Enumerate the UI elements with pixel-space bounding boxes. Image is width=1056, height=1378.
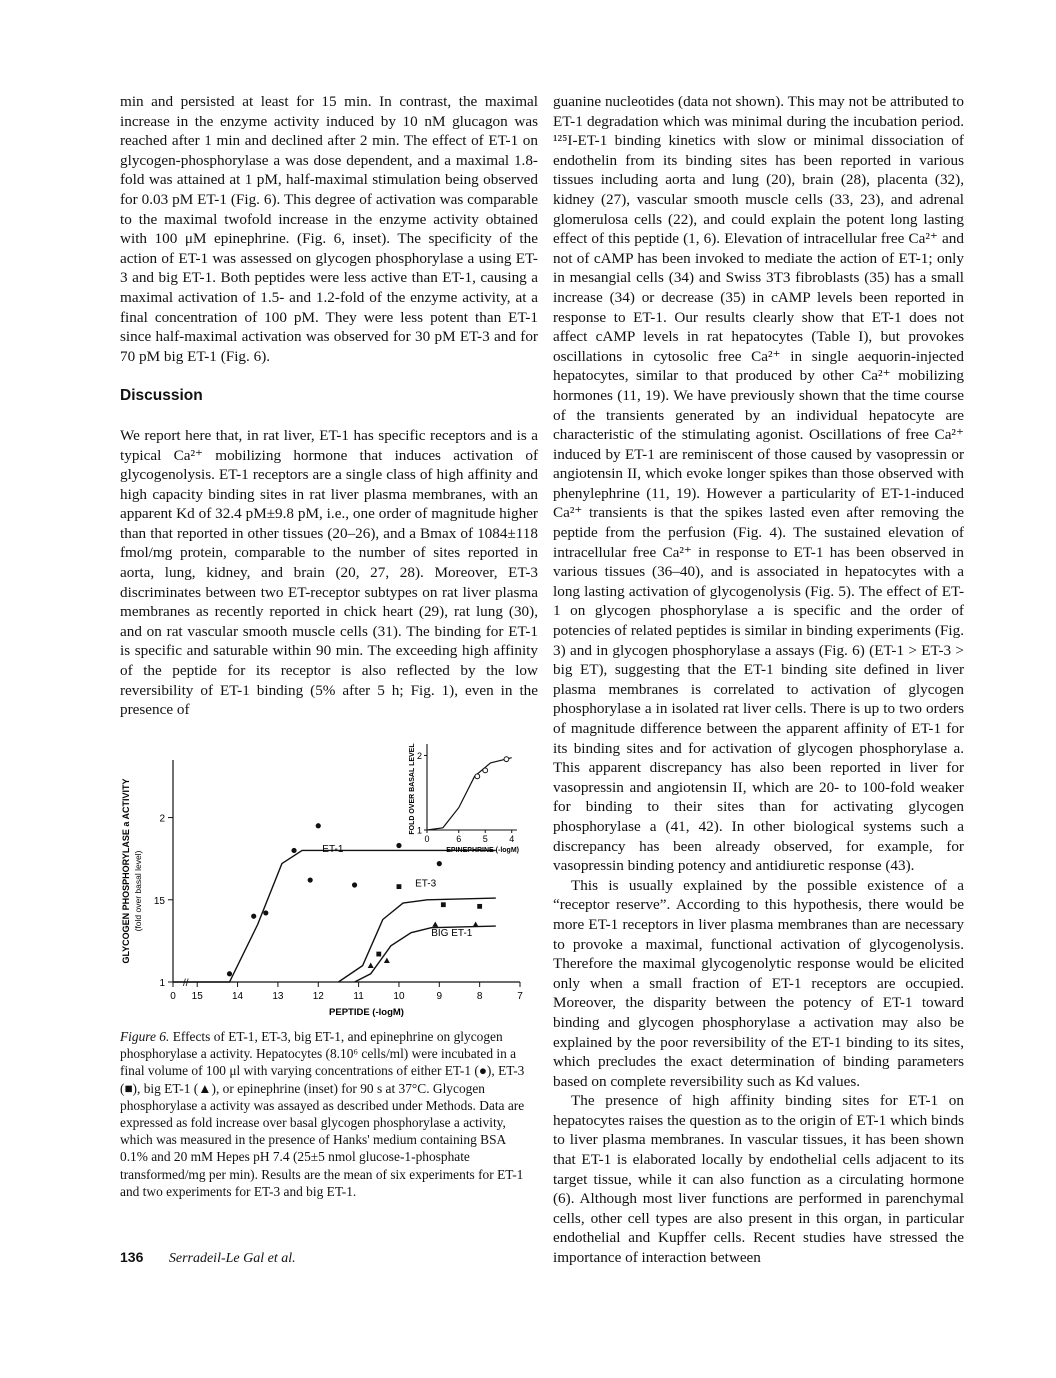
- paragraph: The presence of high affinity binding sites for ET-1 on hepatocytes raises the question as to the origin of ET-1 which binds to liver plasma membranes. In vascular tissues, it has been shown that ET-1 is elaborated locally by endothelial cells adjacent to its target tissue, while it can also function as a circulating hormone (6). Although most liver functions are performed in parenchymal cells, other cell types are also present in this organ, in particular endothelial and Kupffer cells. Recent studies have stressed the importance of interaction between: [553, 1092, 964, 1267]
- data-point-et3: [477, 904, 482, 909]
- x-tick-label: 8: [476, 991, 483, 1002]
- x-tick-label: 15: [191, 991, 203, 1002]
- data-point-et3: [397, 884, 402, 889]
- axis-break-mark: //: [183, 978, 189, 989]
- caption-text: Effects of ET-1, ET-3, big ET-1, and epinephrine on glycogen phosphorylase a activity. Hepatocytes (8.10⁶ cells/ml) were incubated in a final volume of 100 μl with varying concentrations of either ET-1 (●), ET-3 (■), big ET-1 (▲), or epinephrine (inset) for 90 s at 37°C. Glycogen phosphorylase a activity was assayed as described under Methods. Data are expressed as fold increase over basal glycogen phosphorylase a activity, which was measured in the presence of Hanks' medium containing BSA 0.1% and 20 mM Hepes pH 7.4 (25±5 nmol glucose-1-phosphate transformed/mg per min). Results are the mean of six experiments for ET-1 and two experiments for ET-3 and big ET-1.: [120, 1029, 525, 1199]
- x-tick-label: 9: [436, 991, 443, 1002]
- x-axis-label: PEPTIDE (-logM): [329, 1007, 404, 1018]
- data-point-et3: [441, 902, 446, 907]
- inset-y-tick-label: 2: [416, 750, 422, 761]
- left-column: [120, 92, 538, 720]
- inset-x-tick-label: 4: [509, 834, 515, 844]
- section-heading-discussion: Discussion: [120, 387, 203, 405]
- data-point-et1: [437, 861, 442, 866]
- y-axis-sublabel: (fold over basal level): [133, 850, 143, 932]
- inset-x-tick-label: 6: [456, 834, 462, 844]
- x-tick-label: 10: [393, 991, 405, 1002]
- series-label: ET-3: [415, 878, 437, 890]
- figure-6: [115, 720, 535, 1020]
- paragraph: We report here that, in rat liver, ET-1 has specific receptors and is a typical Ca²⁺ mobilizing hormone that induces activation of glycogenolysis. ET-1 receptors are a single class of high affinity and high capacity binding sites in rat liver plasma membranes, with an apparent Kd of 32.4 pM±9.8 pM, i.e., one order of magnitude higher than that reported in other tissues (20–26), and a Bmax of 1084±118 fmol/mg protein, comparable to the number of sites reported in aorta, lung, kidney, and brain (20, 27, 28). Moreover, ET-3 discriminates between two ET-receptor subtypes on rat liver plasma membranes as recently reported in chick heart (29), rat lung (30), and on rat vascular smooth muscle cells (31). The binding for ET-1 is specific and saturable within 90 min. The exceeding high affinity of the peptide for its receptor is also reflected by the low reversibility of ET-1 binding (5% after 5 h; Fig. 1), even in the presence of: [120, 426, 538, 719]
- series-label: ET-1: [322, 844, 344, 856]
- inset-data-point: [504, 757, 509, 762]
- caption-label: Figure 6.: [120, 1029, 170, 1044]
- y-tick-label: 1: [159, 978, 165, 989]
- inset-y-tick-label: 1: [416, 825, 422, 836]
- x-tick-label: 12: [312, 991, 324, 1002]
- fit-curve-et-3: [338, 898, 495, 982]
- data-point-big-et1: [432, 921, 438, 926]
- inset-y-axis-label: FOLD OVER BASAL LEVEL: [409, 743, 416, 835]
- figure-caption: [120, 1028, 532, 1200]
- paragraph: guanine nucleotides (data not shown). This may not be attributed to ET-1 degradation which was minimal during the incubation period. ¹²⁵I-ET-1 binding kinetics with slow or minimal dissociation of endothelin from its binding sites has been reported in various tissues including aorta and lung (20), brain (28), placenta (32), kidney (27), vascular smooth muscle cells (33, 23), and adrenal glomerulosa cells (22), and could explain the potent long lasting effect of this peptide (1, 6). Elevation of intracellular free Ca²⁺ and not of cAMP has been invoked to mediate the action of ET-1; only in mesangial cells (34) and Swiss 3T3 fibroblasts (35) has a small increase (34) or decrease (35) in cAMP levels been reported in response to ET-1. Our results clearly show that ET-1 does not affect cAMP levels in rat hepatocytes (Table I), but provokes oscillations in cytosolic free Ca²⁺ in single aequorin-injected hepatocytes, similar to that produced by other Ca²⁺ mobilizing hormones (11, 19). We have previously shown that the time course of the transients generated by an individual hepatocyte are characteristic of the stimulating agonist. Oscillations of free Ca²⁺ induced by ET-1 are reminiscent of those caused by vasopressin or angiotensin II, which evoke longer spikes than those observed with phenylephrine (11, 19). However a particularity of ET-1-induced Ca²⁺ transients is that the spikes lasted even after removing the peptide from the perfusion (Fig. 4). The sustained elevation of intracellular free Ca²⁺ in response to ET-1 has been observed in various tissues (36–40), and is associated in hepatocytes with a long lasting activation of glycogenolysis (Fig. 5). The effect of ET-1 on glycogen phosphorylase a is specific and the order of potencies of related peptides is similar in binding experiments (Fig. 3) and in glycogen phosphorylase a assays (Fig. 6) (ET-1 > ET-3 > big ET), suggesting that the ET-1 binding site defined in liver plasma membranes is correlated to activation of glycogen phosphorylase a in isolated rat liver cells. There is up to two orders of magnitude difference between the apparent affinity of ET-1 for its binding sites and for activation of glycogen phosphorylase a. This apparent discrepancy has also been reported in liver for vasopressin and angiotensin II, which are 20- to 100-fold weaker for binding to their sites than for activating glycogen phosphorylase a (41, 42). In other biological systems such a discrepancy has been already observed, for example, for vasopressin binding potency and antidiuretic response (43).: [553, 93, 964, 875]
- series-label: BIG ET-1: [431, 927, 473, 939]
- x-tick-label: 14: [231, 991, 244, 1002]
- page-number: 136: [120, 1249, 144, 1265]
- data-point-et1: [227, 971, 232, 976]
- data-point-et1: [251, 914, 256, 919]
- page-footer: [120, 1249, 296, 1267]
- data-point-big-et1: [368, 963, 374, 968]
- right-column: [553, 92, 964, 1268]
- running-authors: Serradeil-Le Gal et al.: [168, 1251, 296, 1266]
- data-point-et1: [352, 882, 357, 887]
- x-tick-label: 13: [272, 991, 284, 1002]
- inset-fit-curve: [427, 758, 512, 830]
- data-point-et3: [376, 952, 381, 957]
- inset-data-point: [475, 774, 480, 779]
- data-point-big-et1: [384, 958, 390, 963]
- data-point-et1: [308, 877, 313, 882]
- data-point-big-et1: [473, 921, 479, 926]
- y-tick-label: 15: [153, 895, 165, 907]
- inset-x-axis-label: EPINEPHRINE (-logM): [446, 847, 519, 854]
- data-point-et1: [291, 848, 296, 853]
- y-axis-label: GLYCOGEN PHOSPHORYLASE a ACTIVITY: [121, 778, 131, 964]
- paragraph: min and persisted at least for 15 min. In contrast, the maximal increase in the enzyme activity induced by 10 nM glucagon was reached after 1 min and declined after 2 min. The effect of ET-1 on glycogen-phosphorylase a was dose dependent, and a maximal 1.8-fold was attained at 1 pM, half-maximal stimulation being observed for 0.03 pM ET-1 (Fig. 6). This degree of activation was comparable to the maximal twofold increase in the enzyme activity obtained with 100 μM epinephrine. (Fig. 6, inset). The specificity of the action of ET-1 was assessed on glycogen phosphorylase a using ET-3 and big ET-1. Both peptides were less active than ET-1, causing a maximal activation of 1.5- and 1.2-fold of the enzyme activity, at a final concentration of 100 pM. They were less potent than ET-1 since half-maximal activation was observed for 30 pM ET-3 and for 70 pM big ET-1 (Fig. 6).: [120, 93, 538, 365]
- data-point-et1: [396, 843, 401, 848]
- data-point-et1: [316, 823, 321, 828]
- inset-data-point: [483, 768, 488, 773]
- fit-curve-et-1: [173, 850, 496, 982]
- paragraph: This is usually explained by the possible existence of a “receptor reserve”. According to this hypothesis, there would be more ET-1 receptors in liver plasma membranes than are necessary to provoke a maximal, functional activation of glycogenolysis. Therefore the maximal glycogenolytic response would be elicited only when a small fraction of ET-1 receptors are occupied. Moreover, the disparity between the potency of ET-1 toward binding and glycogen phosphorylase a activation may also be explained by the poor reversibility of the ET-1 binding to its sites, which precludes the exact determination of binding parameters based on complete reversibility such as Kd values.: [553, 876, 964, 1090]
- dose-response-chart: [115, 720, 535, 1020]
- inset-x-tick-label: 5: [482, 834, 488, 844]
- inset-x-tick-label: 0: [424, 834, 430, 844]
- x-tick-label: 7: [517, 991, 523, 1002]
- inset-chart: [409, 743, 519, 854]
- y-tick-label: 2: [159, 813, 165, 825]
- data-point-et1: [263, 910, 268, 915]
- x-tick-label: 11: [353, 991, 364, 1002]
- x-tick-label: 0: [170, 991, 176, 1002]
